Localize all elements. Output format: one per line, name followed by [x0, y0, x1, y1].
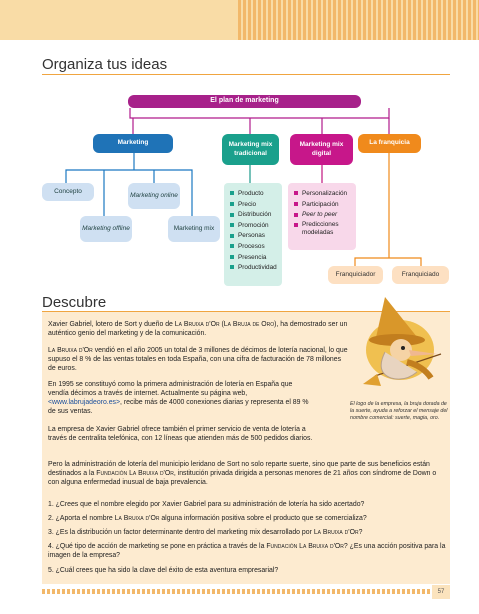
digital-list	[288, 183, 356, 250]
paragraph-4: La empresa de Xavier Gabriel ofrece también el primer servicio de venta de lotería a través de centralita telefónica, con 12 líneas que atienden más de 500 pedidos diarios.	[48, 426, 313, 443]
paragraph-3: En 1995 se constituyó como la primera administración de lotería en España que vendía décimos a través de internet. Actualmente su página web, <www.labrujadeoro.es>, recibe más de 4000 conexiones diarias y representa el 89 % de sus ventas.	[48, 381, 309, 416]
trad-item: Personas	[230, 231, 278, 242]
trad-item: Producto	[230, 189, 278, 200]
digital-item: Participación	[294, 200, 352, 211]
trad-item: Precio	[230, 200, 278, 211]
paragraph-2: La Bruixa d'Or vendió en el año 2005 un total de 3 millones de décimos de lotería nacional, lo que supuso el 8 % de las ventas totales en toda España, con una cifra de facturación de 78 millones de euros.	[48, 347, 348, 373]
trad-item: Distribución	[230, 210, 278, 221]
witch-logo-illustration	[345, 292, 450, 397]
question-4: 4. ¿Qué tipo de acción de marketing se pone en práctica a través de la Fundación La Bruixa d'Or? ¿Es una acción positiva para la imagen de la empresa?	[48, 543, 446, 560]
paragraph-5: Pero la administración de lotería del municipio leridano de Sort no solo reparte suerte, sino que parte de sus beneficios están destinados a la Fundación La Bruixa d'Or, institución privada dirigida a personas menores de 21 años con síndrome de Down o con alguna enfermedad inusual de baja prevalencia.	[48, 461, 437, 487]
root-node: El plan de marketing	[128, 95, 361, 108]
trad-list	[224, 183, 282, 286]
digital-item: Predicciones modeladas	[294, 221, 352, 237]
paragraph-1: Xavier Gabriel, lotero de Sort y dueño de La Bruixa d'Or (La Bruja de Oro), ha demostrado ser un auténtico genio del marketing y de la comunicación.	[48, 321, 348, 338]
node-mix-digital: Marketing mix digital	[290, 134, 353, 165]
digital-item: Personalización	[294, 189, 352, 200]
question-1: 1. ¿Crees que el nombre elegido por Xavier Gabriel para su administración de lotería ha sido acertado?	[48, 501, 365, 508]
section-title-organiza: Organiza tus ideas	[42, 56, 168, 73]
website-link[interactable]: <www.labrujadeoro.es>	[48, 399, 121, 407]
node-franquicia: La franquicia	[358, 134, 421, 153]
node-franquiciador: Franquiciador	[328, 266, 383, 284]
trad-item: Presencia	[230, 253, 278, 264]
node-mix-tradicional: Marketing mix tradicional	[222, 134, 279, 165]
node-concepto: Concepto	[42, 183, 94, 201]
node-online: Marketing online	[128, 183, 180, 209]
page-number: 57	[432, 585, 450, 599]
node-marketing: Marketing	[93, 134, 173, 153]
trad-item: Productividad	[230, 263, 278, 274]
digital-item: Peer to peer	[294, 210, 352, 221]
section-title-descubre: Descubre	[42, 294, 107, 311]
question-3: 3. ¿Es la distribución un factor determinante dentro del marketing mix desarrollado por La Bruixa d'Or?	[48, 529, 363, 536]
trad-item: Promoción	[230, 221, 278, 232]
node-mix: Marketing mix	[168, 216, 220, 242]
node-offline: Marketing offline	[80, 216, 132, 242]
footer-stripes	[42, 589, 432, 594]
logo-caption: El logo de la empresa, la bruja dorada de la suerte, ayuda a reforzar el mensaje del nombre comercial: suerte, magia, oro.	[350, 401, 448, 421]
question-2: 2. ¿Aporta el nombre La Bruixa d'Or alguna información positiva sobre el producto que se comercializa?	[48, 515, 367, 522]
trad-item: Procesos	[230, 242, 278, 253]
node-franquiciado: Franquiciado	[392, 266, 449, 284]
question-5: 5. ¿Cuál crees que ha sido la clave del éxito de esta aventura empresarial?	[48, 567, 279, 574]
